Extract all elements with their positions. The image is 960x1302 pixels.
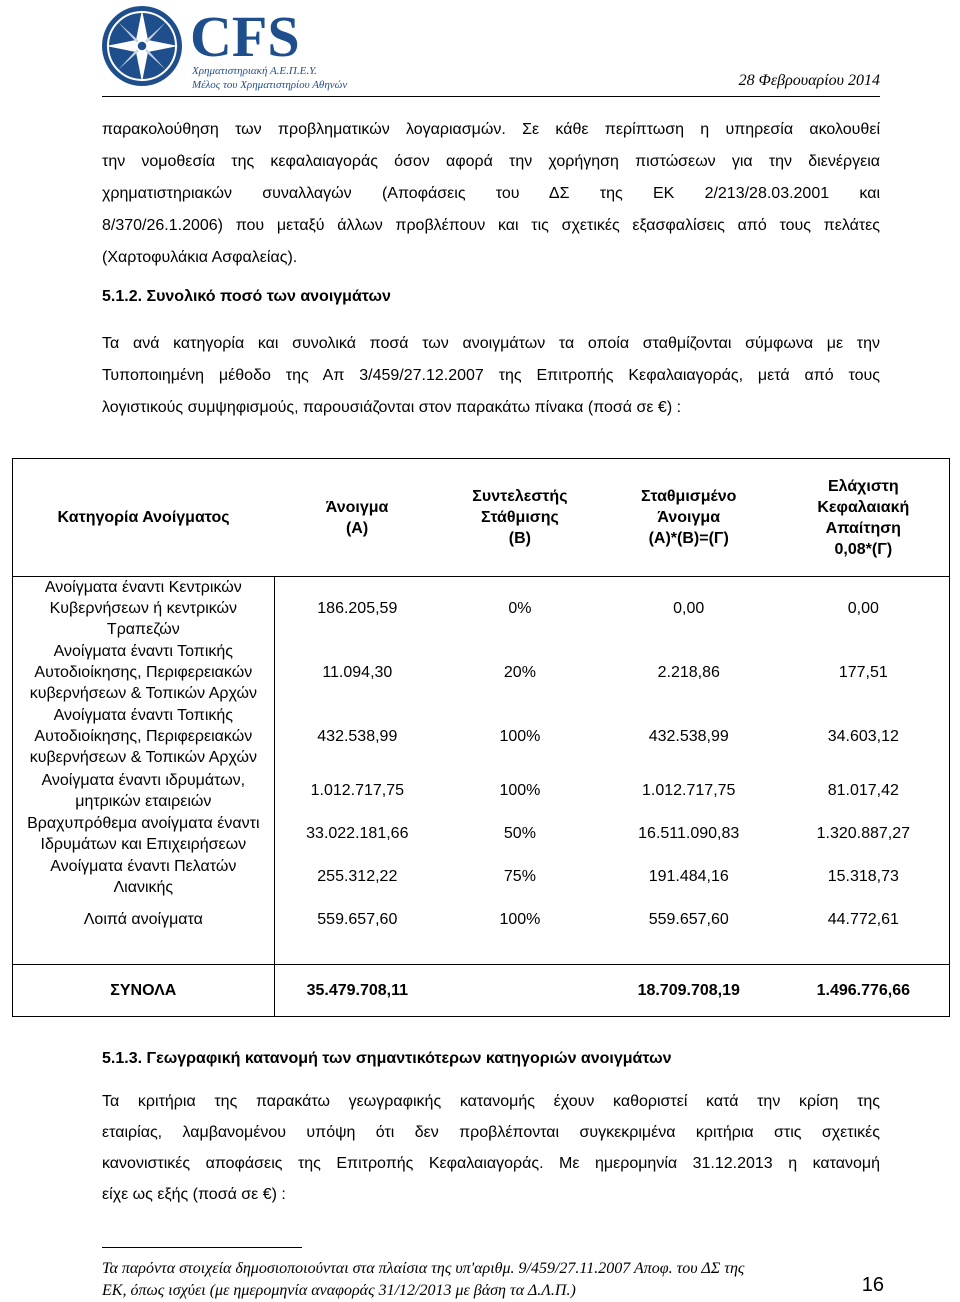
row-requirement: 34.603,12 — [778, 705, 950, 769]
paragraph-line: την νομοθεσία της κεφαλαιαγοράς όσον αφορά την χορήγηση πιστώσεων για την διενέργεια — [102, 153, 880, 170]
paragraph-line: εταιρίας, λαμβανομένου υπόψη ότι δεν προβλέπονται συγκεκριμένα κριτήρια στις σχετικές — [102, 1124, 880, 1141]
table-spacer-row — [13, 941, 950, 965]
compass-rose-icon — [98, 2, 398, 94]
row-weighted: 0,00 — [673, 600, 705, 618]
row-weight: 75% — [503, 868, 536, 885]
row-weighted: 16.511.090,83 — [638, 825, 740, 842]
row-exposure: 559.657,60 — [317, 911, 398, 928]
row-exposure: 255.312,22 — [317, 868, 398, 885]
logo-name: CFS — [190, 4, 300, 69]
row-category: Ανοίγματα έναντι ιδρυμάτων, μητρικών εταιρειών — [13, 769, 275, 813]
paragraph-line: λογιστικούς συμψηφισμούς, παρουσιάζονται στον παρακάτω πίνακα (ποσά σε €) : — [102, 399, 682, 416]
total-label: ΣΥΝΟΛΑ — [13, 965, 275, 1017]
paragraph-geographic-criteria — [102, 1086, 880, 1210]
row-requirement: 44.772,61 — [778, 899, 950, 941]
row-requirement: 0,00 — [778, 577, 950, 641]
total-requirement: 1.496.776,66 — [778, 965, 950, 1017]
table-row — [13, 813, 950, 855]
paragraph-line: κανονιστικές αποφάσεις της Επιτροπής Κεφαλαιαγοράς. Με ημερομηνία 31.12.2013 η κατανομή — [102, 1155, 880, 1172]
row-weighted: 191.484,16 — [648, 868, 729, 885]
total-weight — [440, 965, 600, 1017]
section-heading-5-1-2: 5.1.2. Συνολικό ποσό των ανοιγμάτων — [102, 288, 391, 305]
row-exposure: 11.094,30 — [322, 664, 393, 681]
row-weighted: 432.538,99 — [648, 728, 729, 745]
row-weight: 0% — [508, 600, 532, 618]
row-requirement: 81.017,42 — [778, 769, 950, 813]
logo-line2: Μέλος του Χρηματιστηρίου Αθηνών — [192, 79, 348, 91]
row-weight: 20% — [503, 664, 536, 681]
row-requirement: 177,51 — [778, 641, 950, 705]
paragraph-exposures-intro — [102, 328, 880, 424]
row-category: Ανοίγματα έναντι Τοπικής Αυτοδιοίκησης, Περιφερειακών κυβερνήσεων & Τοπικών Αρχών — [13, 705, 275, 769]
header-weighted-exposure: Σταθμισμένο Άνοιγμα (Α)*(Β)=(Γ) — [600, 459, 778, 577]
paragraph-line: χρηματιστηριακών συναλλαγών (Αποφάσεις του ΔΣ της ΕΚ 2/213/28.03.2001 και — [102, 185, 880, 202]
header-exposure: Άνοιγμα (Α) — [274, 459, 440, 577]
footer-divider — [102, 1247, 302, 1248]
row-weight: 100% — [499, 782, 541, 799]
paragraph-line: είχε ως εξής (ποσά σε €) : — [102, 1186, 286, 1203]
company-logo — [98, 2, 398, 94]
total-exposure: 35.479.708,11 — [274, 965, 440, 1017]
paragraph-line: Τα κριτήρια της παρακάτω γεωγραφικής κατανομής έχουν καθοριστεί κατά την κρίση της — [102, 1093, 880, 1110]
table-total-row — [13, 965, 950, 1017]
row-weight: 100% — [499, 911, 541, 928]
row-requirement: 15.318,73 — [778, 855, 950, 899]
section-heading-5-1-3: 5.1.3. Γεωγραφική κατανομή των σημαντικότερων κατηγοριών ανοιγμάτων — [102, 1050, 672, 1067]
paragraph-line: Τυποποιημένη μέθοδο της Απ 3/459/27.12.2007 της Επιτροπής Κεφαλαιαγοράς, μετά από τους — [102, 367, 880, 384]
paragraph-line: Τα ανά κατηγορία και συνολικά ποσά των ανοιγμάτων τα οποία σταθμίζονται σύμφωνα με την — [102, 335, 880, 352]
footer-line: Τα παρόντα στοιχεία δημοσιοποιούνται στα πλαίσια της υπ'αριθμ. 9/459/27.11.2007 Αποφ. του ΔΣ της — [102, 1260, 745, 1277]
table-header-row — [13, 459, 950, 577]
row-weighted: 1.012.717,75 — [642, 782, 736, 799]
row-category: Λοιπά ανοίγματα — [13, 899, 275, 941]
row-weight: 100% — [499, 728, 541, 745]
row-weight: 50% — [503, 825, 536, 842]
page-number: 16 — [861, 1274, 884, 1296]
header-capital-requirement: Ελάχιστη Κεφαλαιακή Απαίτηση 0,08*(Γ) — [778, 459, 950, 577]
header-weight-factor: Συντελεστής Στάθμισης (Β) — [440, 459, 600, 577]
row-exposure: 33.022.181,66 — [306, 825, 409, 842]
paragraph-line: παρακολούθηση των προβληματικών λογαριασμών. Σε κάθε περίπτωση η υπηρεσία ακολουθεί — [102, 121, 880, 138]
row-category: Ανοίγματα έναντι Τοπικής Αυτοδιοίκησης, Περιφερειακών κυβερνήσεων & Τοπικών Αρχών — [13, 641, 275, 705]
paragraph-line: (Χαρτοφυλάκια Ασφαλείας). — [102, 249, 298, 266]
header-date: 28 Φεβρουαρίου 2014 — [738, 72, 880, 89]
logo-line1: Χρηματιστηριακή Α.Ε.Π.Ε.Υ. — [192, 65, 317, 77]
table-row — [13, 641, 950, 705]
table-row — [13, 899, 950, 941]
row-requirement: 1.320.887,27 — [778, 813, 950, 855]
table-row — [13, 855, 950, 899]
footer-line: ΕΚ, όπως ισχύει (με ημερομηνία αναφοράς 31/12/2013 με βάση τα Δ.Λ.Π.) — [102, 1282, 576, 1299]
table-row — [13, 705, 950, 769]
header-divider — [102, 96, 880, 97]
exposures-table — [12, 458, 950, 1017]
paragraph-line: 8/370/26.1.2006) που μεταξύ άλλων προβλέπουν και τις σχετικές εξασφαλίσεις από τους πελάτες — [102, 217, 880, 234]
footer-disclosure — [102, 1258, 842, 1302]
row-category: Ανοίγματα έναντι Κεντρικών Κυβερνήσεων ή κεντρικών Τραπεζών — [13, 577, 275, 641]
row-category: Βραχυπρόθεμα ανοίγματα έναντι Ιδρυμάτων και Επιχειρήσεων — [13, 813, 275, 855]
row-weighted: 559.657,60 — [648, 911, 729, 928]
row-category: Ανοίγματα έναντι Πελατών Λιανικής — [13, 855, 275, 899]
total-weighted: 18.709.708,19 — [600, 965, 778, 1017]
row-weighted: 2.218,86 — [657, 664, 720, 681]
row-exposure: 432.538,99 — [317, 728, 398, 745]
row-exposure: 1.012.717,75 — [310, 782, 405, 799]
row-exposure: 186.205,59 — [317, 600, 398, 618]
header-category: Κατηγορία Ανοίγματος — [13, 459, 275, 577]
paragraph-credit-monitoring — [102, 114, 880, 274]
table-row — [13, 577, 950, 641]
table-row — [13, 769, 950, 813]
